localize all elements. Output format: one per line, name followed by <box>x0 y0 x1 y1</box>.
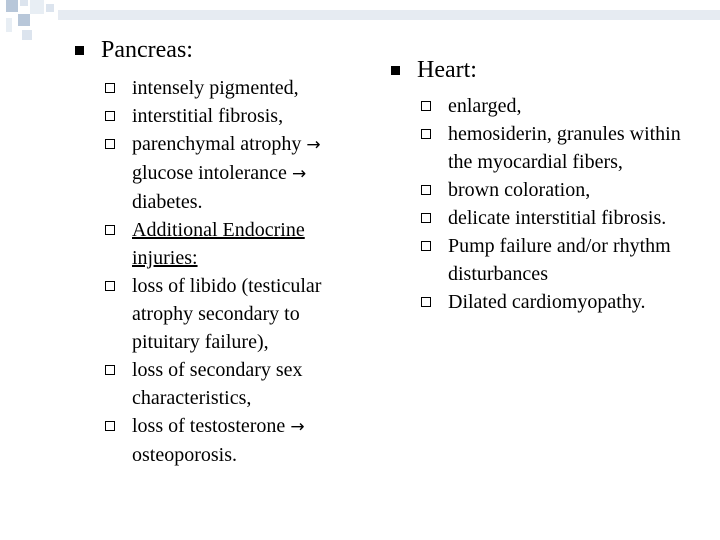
checkbox-icon <box>421 101 431 111</box>
list-item: interstitial fibrosis, <box>101 102 371 130</box>
checkbox-icon <box>105 111 115 121</box>
checkbox-icon <box>105 365 115 375</box>
deco-square <box>18 14 30 26</box>
list-item: enlarged, <box>417 92 697 120</box>
checkbox-icon <box>105 83 115 93</box>
list-item: delicate interstitial fibrosis. <box>417 204 697 232</box>
list-item: Dilated cardiomyopathy. <box>417 288 697 316</box>
checkbox-icon <box>421 213 431 223</box>
arrow-right-icon: → <box>306 135 321 155</box>
list-item: hemosiderin, granules within the myocardial fibers, <box>417 120 697 176</box>
list-item: parenchymal atrophy → glucose intolerance → diabetes. <box>101 130 371 216</box>
list-item: Pump failure and/or rhythm disturbances <box>417 232 697 288</box>
list-item: loss of testosterone → osteoporosis. <box>101 412 371 469</box>
corner-decoration <box>0 0 720 40</box>
deco-square <box>6 18 12 32</box>
checkbox-icon <box>105 139 115 149</box>
checkbox-icon <box>105 225 115 235</box>
deco-square <box>22 30 32 40</box>
heart-list <box>417 92 697 316</box>
arrow-right-icon: → <box>291 164 307 184</box>
checkbox-icon <box>421 185 431 195</box>
endocrine-subheading: Additional Endocrine injuries: <box>132 219 305 269</box>
main-bullet-icon <box>75 46 84 55</box>
heart-heading: Heart: <box>417 57 477 83</box>
list-item: loss of libido (testicular atrophy secondary to pituitary failure), <box>101 272 371 356</box>
deco-square <box>6 0 18 12</box>
deco-square <box>46 4 54 12</box>
list-item: loss of secondary sex characteristics, <box>101 356 371 412</box>
checkbox-icon <box>105 281 115 291</box>
list-item <box>101 216 371 272</box>
checkbox-icon <box>421 297 431 307</box>
arrow-right-icon: → <box>290 417 305 437</box>
checkbox-icon <box>105 421 115 431</box>
checkbox-icon <box>421 129 431 139</box>
pancreas-heading: Pancreas: <box>101 37 193 63</box>
list-item: brown coloration, <box>417 176 697 204</box>
main-bullet-icon <box>391 66 400 75</box>
pancreas-list <box>101 74 371 469</box>
deco-square <box>30 0 44 14</box>
deco-square <box>58 10 720 20</box>
checkbox-icon <box>421 241 431 251</box>
list-item: intensely pigmented, <box>101 74 371 102</box>
deco-square <box>20 0 28 6</box>
